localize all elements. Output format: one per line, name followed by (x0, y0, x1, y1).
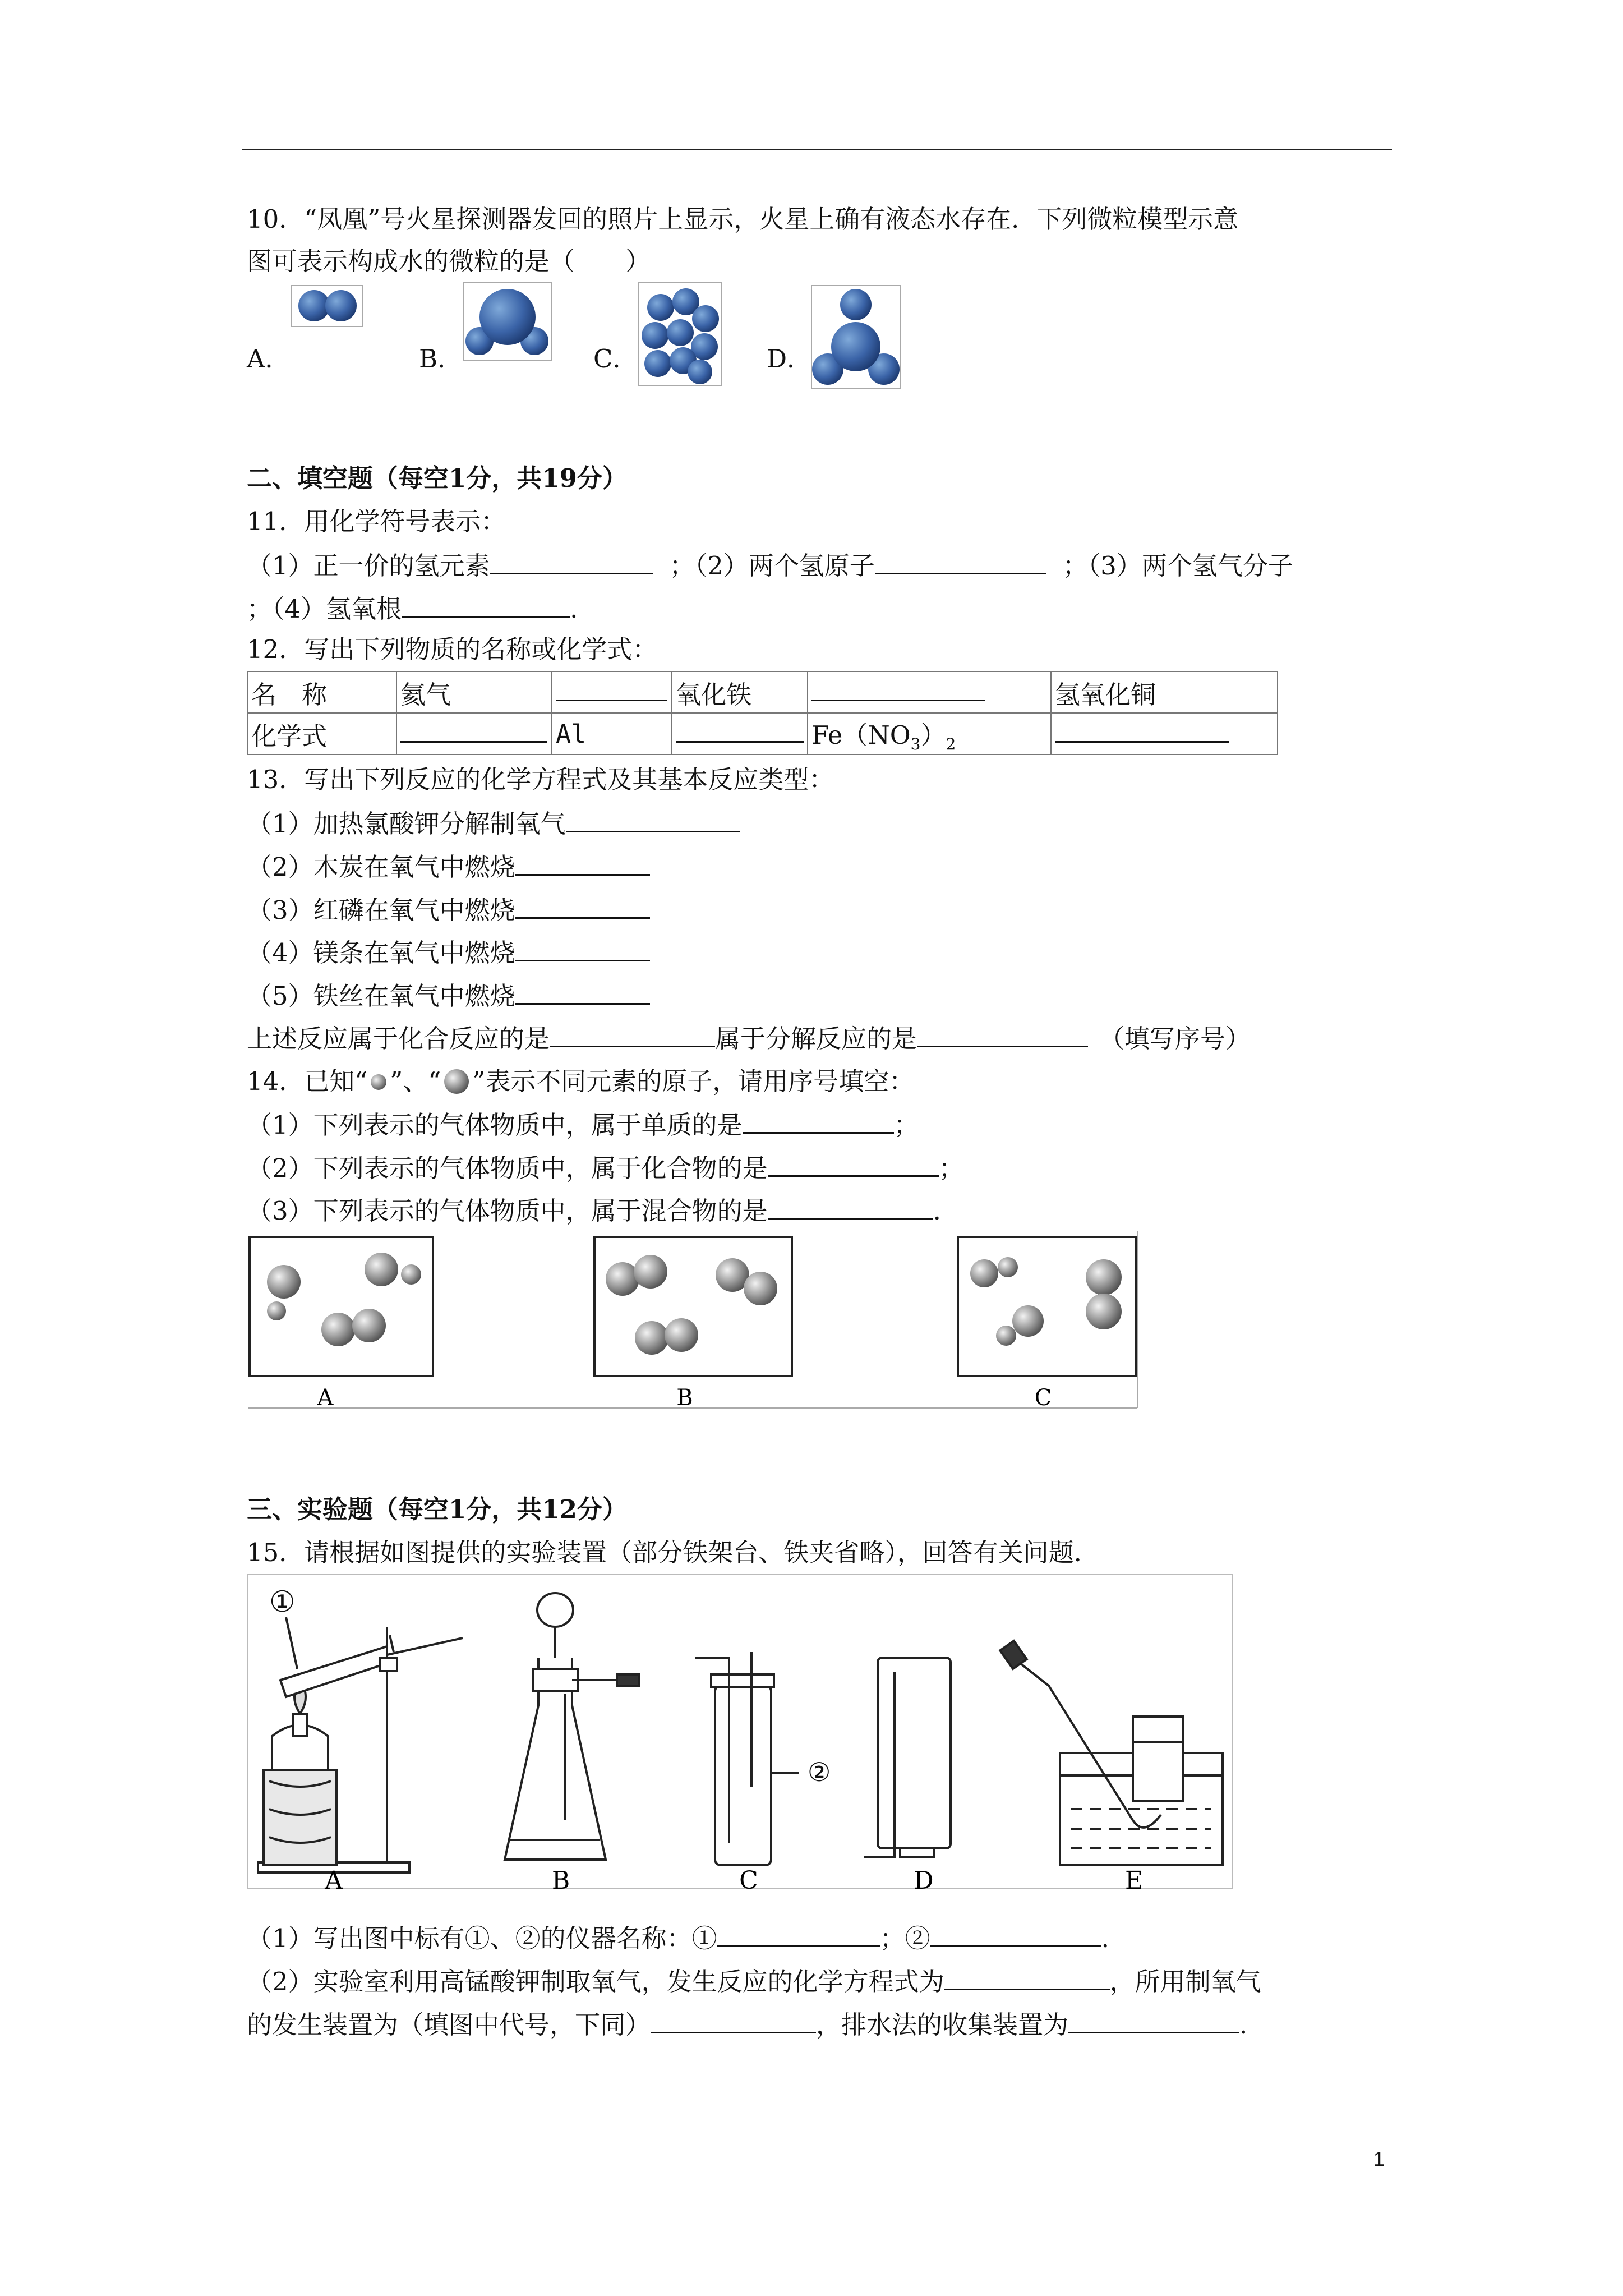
apparatus-label-b: B (551, 1866, 570, 1895)
apparatus-label-c: C (739, 1866, 758, 1895)
q13-summary: 上述反应属于化合反应的是 属于分解反应的是 （填写序号） (247, 1024, 1251, 1053)
q11-end: . (570, 594, 578, 624)
q13-stem: 13．写出下列反应的化学方程式及其基本反应类型： (247, 765, 834, 794)
q11-blank-1[interactable] (490, 551, 653, 574)
q15-blank-generator[interactable] (651, 2010, 816, 2033)
q15-blank-instrument-1[interactable] (717, 1924, 880, 1947)
table-row (247, 671, 1278, 713)
q10-molecule-c (638, 282, 722, 386)
q10-option-a[interactable]: A． (247, 344, 291, 374)
table-cell: 氦气 (396, 671, 552, 713)
table-cell: 名 称 (247, 671, 396, 713)
q11-line1 (247, 551, 1293, 581)
q13-blank-1[interactable] (566, 809, 740, 832)
q12-blank-name2[interactable] (811, 678, 985, 701)
q13-item-1: （1）加热氯酸钾分解制氧气 (247, 809, 740, 836)
q14-blank-2[interactable] (768, 1154, 939, 1177)
table-cell: 化学式 (247, 713, 396, 754)
page-number: 1 (1373, 2147, 1385, 2170)
q15-blank-instrument-2[interactable] (930, 1924, 1101, 1947)
table-cell: 氧化铁 (672, 671, 808, 713)
table-cell: Al (552, 713, 672, 754)
q12-blank-formula1[interactable] (400, 720, 547, 743)
q12-blank-name1[interactable] (556, 678, 667, 701)
table-cell (552, 671, 672, 713)
q13-blank-decomposition[interactable] (917, 1024, 1088, 1047)
diagram-label-c: C (1034, 1385, 1052, 1411)
q15-apparatus-figure (247, 1573, 1234, 1904)
section2-title: 二、填空题（每空1分，共19分） (247, 463, 628, 493)
q12-stem: 12．写出下列物质的名称或化学式： (247, 634, 658, 664)
fe-no3-formula: $Fe(NO_3)_2$ (811, 720, 956, 753)
q14-item-3: （3）下列表示的气体物质中，属于混合物的是 . (247, 1196, 941, 1226)
q12-blank-formula2[interactable] (676, 720, 804, 743)
diagram-label-b: B (676, 1385, 693, 1411)
apparatus-label-a: A (325, 1866, 343, 1895)
q12-table (247, 671, 1278, 755)
label-circle-2: ② (808, 1757, 831, 1787)
table-cell: 氢氧化铜 (1051, 671, 1278, 713)
small-atom-icon (367, 1072, 390, 1092)
q14-particle-diagram (247, 1231, 1138, 1416)
q13-blank-4[interactable] (515, 938, 650, 961)
section3-title: 三、实验题（每空1分，共12分） (247, 1494, 628, 1524)
q14-blank-3[interactable] (768, 1197, 933, 1220)
q14-item-1: （1）下列表示的气体物质中，属于单质的是 ； (247, 1110, 919, 1140)
q14-item-2: （2）下列表示的气体物质中，属于化合物的是 ； (247, 1153, 964, 1183)
q11-part2: ；（2）两个氢原子 (669, 551, 875, 581)
q15-part2-line1: （2）实验室利用高锰酸钾制取氧气，发生反应的化学方程式为 ，所用制氧气 (247, 1967, 1261, 1996)
diagram-box-b (594, 1237, 792, 1376)
q13-blank-2[interactable] (515, 853, 650, 876)
diagram-box-c (958, 1237, 1136, 1376)
apparatus-a (258, 1585, 463, 1872)
q11-line2 (247, 595, 578, 622)
q15-part2-line2: 的发生装置为（填图中代号，下同） ，排水法的收集装置为 . (247, 2010, 1248, 2040)
table-cell (808, 713, 1051, 754)
q11-stem: 11．用化学符号表示： (247, 507, 506, 536)
q13-item-3: （3）红磷在氧气中燃烧 (247, 896, 650, 923)
q10-option-c[interactable]: C． (593, 344, 638, 374)
table-cell (1051, 713, 1278, 754)
q15-blank-collector[interactable] (1068, 2010, 1239, 2033)
q10-molecule-d (811, 285, 901, 389)
diagram-label-a: A (317, 1385, 334, 1411)
q10-option-b[interactable]: B． (419, 344, 463, 374)
q10-molecule-a (291, 285, 363, 327)
q11-part3: ；（3）两个氢气分子 (1062, 551, 1293, 581)
apparatus-c (695, 1652, 831, 1865)
header-rule (242, 149, 1392, 150)
table-cell (672, 713, 808, 754)
apparatus-d (864, 1658, 951, 1857)
table-row (247, 713, 1278, 754)
q14-stem: 14．已知“ ”、“ ”表示不同元素的原子，请用序号填空： (247, 1066, 915, 1096)
q11-blank-2[interactable] (875, 551, 1046, 574)
q15-stem: 15．请根据如图提供的实验装置（部分铁架台、铁夹省略），回答有关问题． (247, 1538, 1099, 1567)
q13-blank-5[interactable] (515, 982, 650, 1005)
apparatus-label-d: D (914, 1866, 934, 1895)
table-cell (396, 713, 552, 754)
q11-blank-4[interactable] (402, 595, 570, 618)
table-cell (808, 671, 1051, 713)
q13-item-2: （2）木炭在氧气中燃烧 (247, 853, 650, 880)
q13-item-5: （5）铁丝在氧气中燃烧 (247, 982, 650, 1009)
apparatus-e (1000, 1641, 1223, 1865)
q14-blank-1[interactable] (743, 1111, 894, 1134)
diagram-box-a (250, 1237, 433, 1376)
q12-blank-formula3[interactable] (1055, 720, 1229, 743)
apparatus-label-e: E (1124, 1866, 1144, 1895)
q10-molecule-b (463, 282, 552, 361)
q11-part1: （1）正一价的氢元素 (247, 551, 490, 581)
q15-part1: （1）写出图中标有①、②的仪器名称：① ；② . (247, 1924, 1109, 1953)
q11-part4: ；（4）氢氧根 (247, 594, 402, 624)
q10-option-d[interactable]: D． (767, 344, 813, 374)
q15-blank-equation[interactable] (944, 1967, 1110, 1990)
q13-blank-3[interactable] (515, 896, 650, 919)
q10-line2: 图可表示构成水的微粒的是（ ） (247, 246, 651, 276)
large-atom-icon (441, 1068, 472, 1096)
label-circle-1: ① (269, 1585, 296, 1619)
apparatus-b (505, 1593, 639, 1860)
q13-blank-combination[interactable] (550, 1024, 715, 1047)
q13-item-4: （4）镁条在氧气中燃烧 (247, 938, 650, 965)
q10-line1: 10．“凤凰”号火星探测器发回的照片上显示，火星上确有液态水存在．下列微粒模型示意 (247, 204, 1239, 234)
